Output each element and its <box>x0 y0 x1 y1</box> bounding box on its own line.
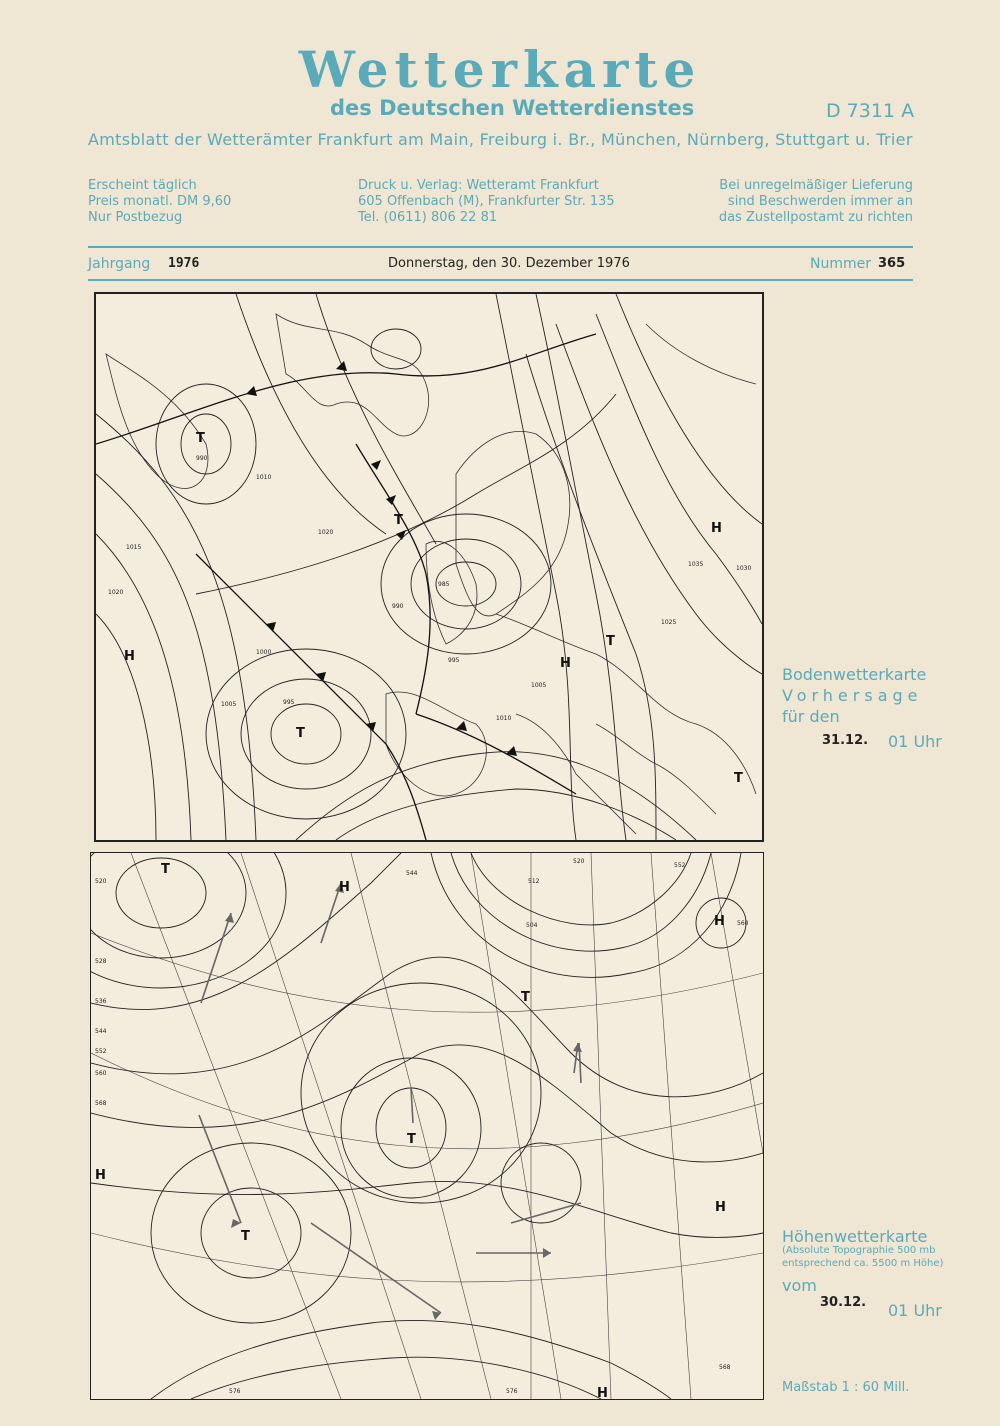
publication-info <box>88 178 231 226</box>
masthead-subtitle: des Deutschen Wetterdienstes <box>330 96 695 120</box>
upper-map-time: 01 Uhr <box>888 1301 942 1320</box>
publisher-info <box>358 178 615 226</box>
pressure-center-label: H <box>715 1200 726 1215</box>
pressure-center-label: H <box>560 656 571 671</box>
contour-label: 568 <box>95 1100 107 1107</box>
surface-map-time: 01 Uhr <box>888 732 942 751</box>
divider <box>88 279 913 281</box>
isobar-label: 1010 <box>256 474 272 481</box>
contour-label: 544 <box>406 870 418 877</box>
isobar-label: 995 <box>448 657 460 664</box>
info-line: Nur Postbezug <box>88 210 183 225</box>
contour-label: 552 <box>674 862 686 869</box>
divider <box>88 246 913 248</box>
pressure-center-label: T <box>161 862 170 877</box>
contour-label: 568 <box>719 1364 731 1371</box>
pressure-center-label: T <box>241 1229 250 1244</box>
nummer-value: 365 <box>878 256 906 271</box>
upper-map-drawing <box>91 853 763 1399</box>
isobar-label: 1000 <box>256 649 272 656</box>
pressure-center-label: H <box>339 880 350 895</box>
pressure-center-label: H <box>95 1168 106 1183</box>
pressure-center-label: T <box>407 1132 416 1147</box>
official-gazette-line: Amtsblatt der Wetterämter Frankfurt am Main, Freiburg i. Br., München, Nürnberg, Stuttgart u. Trier <box>88 130 913 149</box>
caption-line: Bodenwetterkarte <box>782 665 927 684</box>
masthead-title: Wetterkarte <box>298 40 702 99</box>
nummer-label: Nummer <box>810 256 871 272</box>
pressure-center-label: H <box>711 521 722 536</box>
contour-label: 560 <box>737 920 749 927</box>
info-line: Preis monatl. DM 9,60 <box>88 194 232 209</box>
contour-label: 512 <box>528 878 540 885</box>
caption-line: Vorhersage <box>782 686 923 705</box>
surface-weather-map <box>94 292 764 842</box>
isobar-label: 1005 <box>531 682 547 689</box>
contour-label: 576 <box>506 1388 518 1395</box>
contour-label: 552 <box>95 1048 107 1055</box>
isobar-label: 1005 <box>221 701 237 708</box>
delivery-note <box>718 178 913 226</box>
isobar-label: 990 <box>392 603 404 610</box>
info-line: das Zustellpostamt zu richten <box>718 210 913 225</box>
map-scale: Maßstab 1 : 60 Mill. <box>782 1380 910 1395</box>
caption-line: für den <box>782 707 840 726</box>
isobar-label: 1035 <box>688 561 704 568</box>
contour-label: 536 <box>95 998 107 1005</box>
surface-map-caption <box>782 664 926 727</box>
isobar-label: 990 <box>196 455 208 462</box>
upper-map-vom: vom <box>782 1276 817 1295</box>
pressure-center-label: T <box>606 634 615 649</box>
pressure-center-label: T <box>196 431 205 446</box>
jahrgang-value: 1976 <box>168 256 200 271</box>
isobar-label: 1030 <box>736 565 752 572</box>
contour-label: 544 <box>95 1028 107 1035</box>
upper-map-caption-sub <box>782 1244 943 1270</box>
upper-air-map <box>90 852 764 1400</box>
isobar-label: 1020 <box>108 589 124 596</box>
upper-map-caption: Höhenwetterkarte <box>782 1227 928 1246</box>
contour-label: 560 <box>95 1070 107 1077</box>
jahrgang-label: Jahrgang <box>88 256 151 272</box>
isobar-label: 995 <box>283 699 295 706</box>
surface-map-drawing <box>96 294 762 840</box>
isobar-label: 985 <box>438 581 450 588</box>
surface-map-date: 31.12. <box>822 733 869 748</box>
info-line: Bei unregelmäßiger Lieferung <box>719 178 913 193</box>
isobar-label: 1025 <box>661 619 677 626</box>
pressure-center-label: H <box>714 914 725 929</box>
pressure-center-label: T <box>394 513 403 528</box>
upper-map-date: 30.12. <box>820 1295 867 1310</box>
info-line: Tel. (0611) 806 22 81 <box>358 210 498 225</box>
pressure-center-label: H <box>597 1386 608 1399</box>
info-line: 605 Offenbach (M), Frankfurter Str. 135 <box>358 194 615 209</box>
issue-line <box>88 256 913 276</box>
contour-label: 520 <box>95 878 107 885</box>
info-line: sind Beschwerden immer an <box>727 194 913 209</box>
pressure-center-label: T <box>296 726 305 741</box>
info-line: Erscheint täglich <box>88 178 197 193</box>
caption-line: (Absolute Topographie 500 mb <box>782 1245 936 1256</box>
pressure-center-label: H <box>124 649 135 664</box>
info-line: Druck u. Verlag: Wetteramt Frankfurt <box>358 178 599 193</box>
contour-label: 520 <box>573 858 585 865</box>
pressure-center-label: T <box>734 771 743 786</box>
publication-code: D 7311 A <box>826 100 915 122</box>
contour-label: 528 <box>95 958 107 965</box>
pressure-center-label: T <box>521 990 530 1005</box>
contour-label: 504 <box>526 922 538 929</box>
isobar-label: 1015 <box>126 544 142 551</box>
caption-line: entsprechend ca. 5500 m Höhe) <box>782 1258 944 1269</box>
issue-date: Donnerstag, den 30. Dezember 1976 <box>388 256 630 271</box>
isobar-label: 1010 <box>496 715 512 722</box>
isobar-label: 1020 <box>318 529 334 536</box>
contour-label: 576 <box>229 1388 241 1395</box>
